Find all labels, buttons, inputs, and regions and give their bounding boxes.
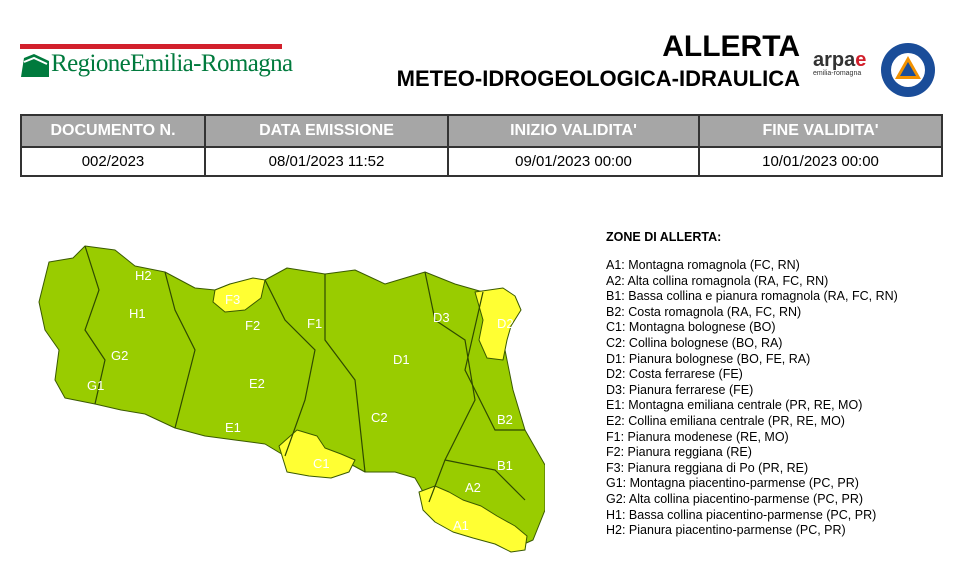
zone-label-f2: F2 [245,318,261,333]
header-inizio-validita: INIZIO VALIDITA' [448,115,699,147]
arpae-logo-text: arpae [813,49,867,71]
alert-zones-map [25,240,545,560]
list-item: D1: Pianura bolognese (BO, FE, RA) [606,351,811,366]
list-item: H1: Bassa collina piacentino-parmense (PC, PR) [606,507,877,522]
zone-list-heading: ZONE DI ALLERTA: [606,230,722,244]
list-item: G1: Montagna piacentino-parmense (PC, PR) [606,476,859,491]
zone-label-d1: D1 [393,352,410,367]
table-row [21,147,942,176]
list-item: E2: Collina emiliana centrale (PR, RE, MO) [606,413,845,428]
zone-label-d2: D2 [497,316,514,331]
zone-list [606,230,946,539]
zone-label-a2: A2 [465,480,481,495]
zone-label-c2: C2 [371,410,388,425]
arpae-logo-subtext: emilia-romagna [813,70,862,77]
list-item: B1: Bassa collina e pianura romagnola (RA, FC, RN) [606,289,898,304]
header-data-emissione: DATA EMISSIONE [205,115,448,147]
value-data-emissione: 08/01/2023 11:52 [205,147,448,176]
value-fine-validita: 10/01/2023 00:00 [699,147,942,176]
logo-red-bar [20,44,282,49]
zone-label-h2: H2 [135,268,152,283]
list-item: F2: Pianura reggiana (RE) [606,445,752,460]
table-header-row [21,115,942,147]
regione-emilia-romagna-logo [20,44,293,82]
logo-text: RegioneEmilia-Romagna [51,50,293,77]
zone-label-c1: C1 [313,456,330,471]
title-allerta: ALLERTA [662,30,800,63]
value-documento: 002/2023 [21,147,205,176]
list-item: H2: Pianura piacentino-parmense (PC, PR) [606,523,846,538]
list-item: D2: Costa ferrarese (FE) [606,367,743,382]
arpae-logo [813,50,877,86]
region-mark-icon [20,52,50,78]
list-item: G2: Alta collina piacentino-parmense (PC, PR) [606,491,864,506]
zone-label-e2: E2 [249,376,265,391]
list-item: F3: Pianura reggiana di Po (PR, RE) [606,460,809,475]
list-item: C2: Collina bolognese (BO, RA) [606,335,783,350]
list-item: A2: Alta collina romagnola (RA, FC, RN) [606,273,829,288]
title-subtitle: METEO-IDROGEOLOGICA-IDRAULICA [396,66,800,91]
protezione-civile-logo-icon [880,42,936,98]
zone-label-h1: H1 [129,306,146,321]
zone-label-d3: D3 [433,310,450,325]
list-item: C1: Montagna bolognese (BO) [606,320,776,335]
header-documento: DOCUMENTO N. [21,115,205,147]
list-item: F1: Pianura modenese (RE, MO) [606,429,789,444]
zone-label-e1: E1 [225,420,241,435]
list-item: E1: Montagna emiliana centrale (PR, RE, MO) [606,398,863,413]
zone-label-b1: B1 [497,458,513,473]
zone-label-b2: B2 [497,412,513,427]
zone-label-a1: A1 [453,518,469,533]
value-inizio-validita: 09/01/2023 00:00 [448,147,699,176]
header-fine-validita: FINE VALIDITA' [699,115,942,147]
zone-label-g2: G2 [111,348,129,363]
list-item: A1: Montagna romagnola (FC, RN) [606,258,800,272]
list-item: B2: Costa romagnola (RA, FC, RN) [606,304,802,319]
list-item: D3: Pianura ferrarese (FE) [606,382,754,397]
document-info-table [20,114,943,177]
zone-label-f1: F1 [307,316,323,331]
zone-label-f3: F3 [225,292,241,307]
zone-label-g1: G1 [87,378,105,393]
